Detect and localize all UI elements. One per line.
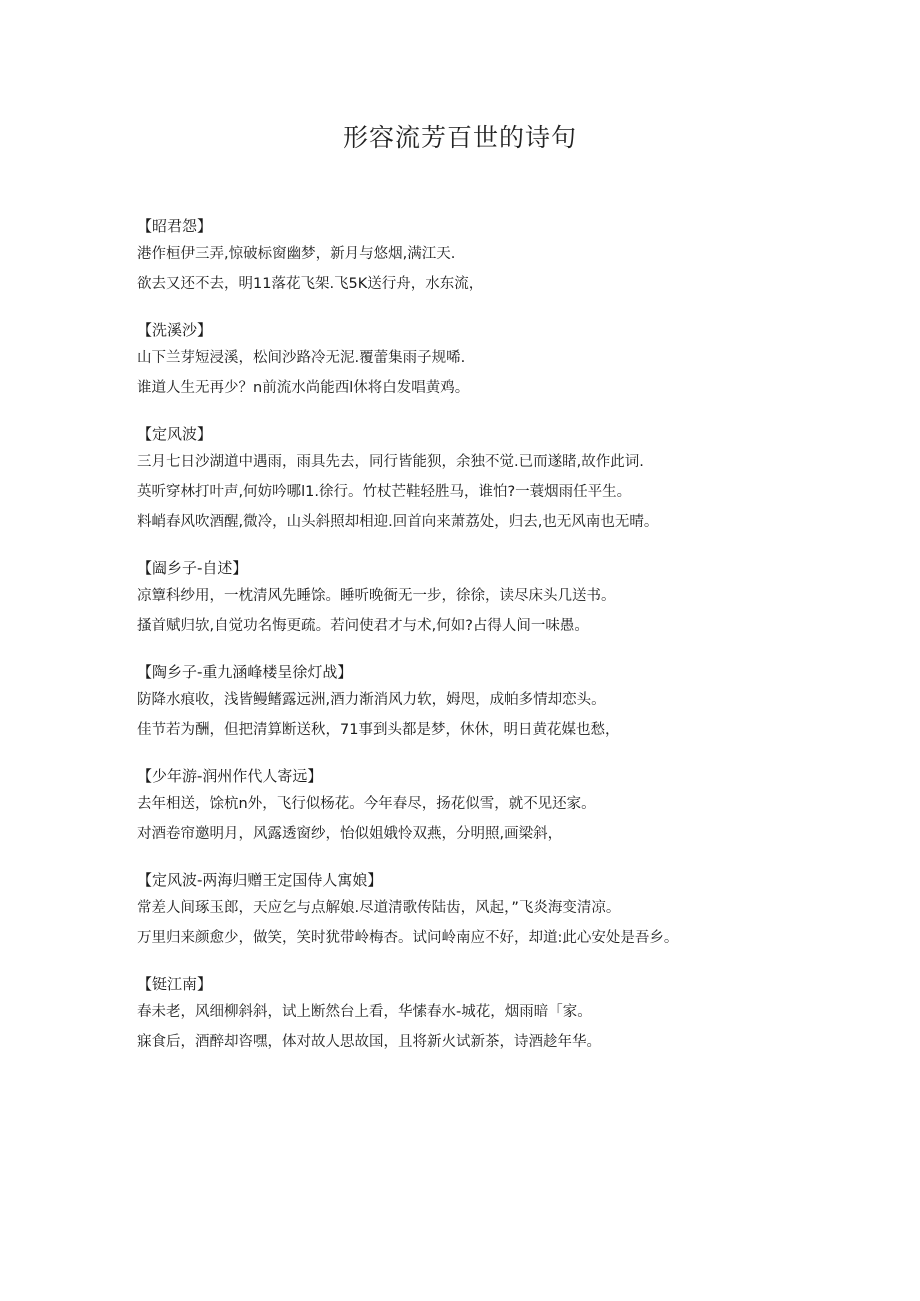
poem-line: 春未老，风细柳斜斜，试上断然台上看，华愫春水-城花，烟雨暗「家。 bbox=[137, 1004, 592, 1020]
poem-line: 谁道人生无再少？n前流水尚能西l休将白发唱黄鸡。 bbox=[137, 380, 470, 396]
poem-section bbox=[137, 216, 857, 294]
poem-section bbox=[137, 870, 857, 948]
poem-line: 三月七日沙湖道中遇雨，雨具先去，同行皆能狈，余独不觉.已而遂睹,故作此词. bbox=[137, 454, 644, 470]
poem-line: 山下兰芽短浸溪，松间沙路冷无泥.覆蕾集雨子规唏. bbox=[137, 350, 466, 366]
poem-line: 搔首赋归欤,自觉功名悔更疏。若问使君才与术,何如?占得人间一味愚。 bbox=[137, 618, 589, 634]
poem-heading: 【陶乡子-重九涵峰楼呈徐灯战】 bbox=[137, 663, 353, 681]
poem-line: 欲去又还不去，明11落花飞架.飞5K送行舟，水东流， bbox=[137, 276, 484, 292]
poem-heading: 【昭君怨】 bbox=[137, 217, 213, 235]
poem-line: 寐食后，酒醉却咨嘿，体对故人思故国，且将新火试新茶，诗酒趁年华。 bbox=[137, 1034, 601, 1050]
poem-heading: 【定风波】 bbox=[137, 425, 213, 443]
poem-heading: 【定风波-两海归赠王定国侍人寓娘】 bbox=[137, 871, 383, 889]
poem-line: 英听穿林打叶声,何妨吟哪l1.徐行。竹杖芒鞋轻胜马，谁怕?一蓑烟雨任平生。 bbox=[137, 484, 632, 500]
poem-line: 对酒卷帘邀明月，风露透窗纱，怡似姐娥怜双燕，分明照,画梁斜， bbox=[137, 826, 563, 842]
poem-line: 常差人间琢玉郎，天应乞与点解娘.尽道清歌传陆齿，风起，”飞炎海变清凉。 bbox=[137, 900, 621, 916]
poem-heading: 【阖乡子-自述】 bbox=[137, 559, 248, 577]
poem-section bbox=[137, 320, 857, 398]
poem-line: 料峭春风吹酒醒,微冷，山头斜照却相迎.回首向来萧荔处，归去,也无风南也无晴。 bbox=[137, 514, 659, 530]
poem-section bbox=[137, 974, 857, 1052]
poem-section bbox=[137, 662, 857, 740]
poem-section bbox=[137, 558, 857, 636]
poem-line: 佳节若为酬，但把清算断送秋，71事到头都是梦，休休，明日黄花媒也愁， bbox=[137, 722, 620, 738]
poem-heading: 【洗溪沙】 bbox=[137, 321, 213, 339]
poem-heading: 【铤江南】 bbox=[137, 975, 213, 993]
poem-heading: 【少年游-润州作代人寄远】 bbox=[137, 767, 323, 785]
poem-section bbox=[137, 424, 857, 532]
page-title: 形容流芳百世的诗句 bbox=[342, 123, 577, 152]
poem-line: 港作桓伊三弄,惊破标窗幽梦，新月与悠烟,满江天. bbox=[137, 246, 456, 262]
poem-list bbox=[137, 216, 857, 1078]
poem-line: 万里归来颜愈少，做笑，笑时犹带岭梅杏。试问岭南应不好，却道:此心安处是吾乡。 bbox=[137, 930, 679, 946]
poem-line: 去年相送，馀杭n外，飞行似杨花。今年春尽，扬花似雪，就不见还家。 bbox=[137, 796, 596, 812]
poem-line: 凉簟科纱用，一枕清风先睡馀。睡听晚衙无一步，徐徐，读尽床头几送书。 bbox=[137, 588, 616, 604]
poem-line: 防降水痕收，浅皆鳗鳍露远洲,酒力渐消风力软，姆咫，成帕多情却恋头。 bbox=[137, 692, 606, 708]
poem-section bbox=[137, 766, 857, 844]
